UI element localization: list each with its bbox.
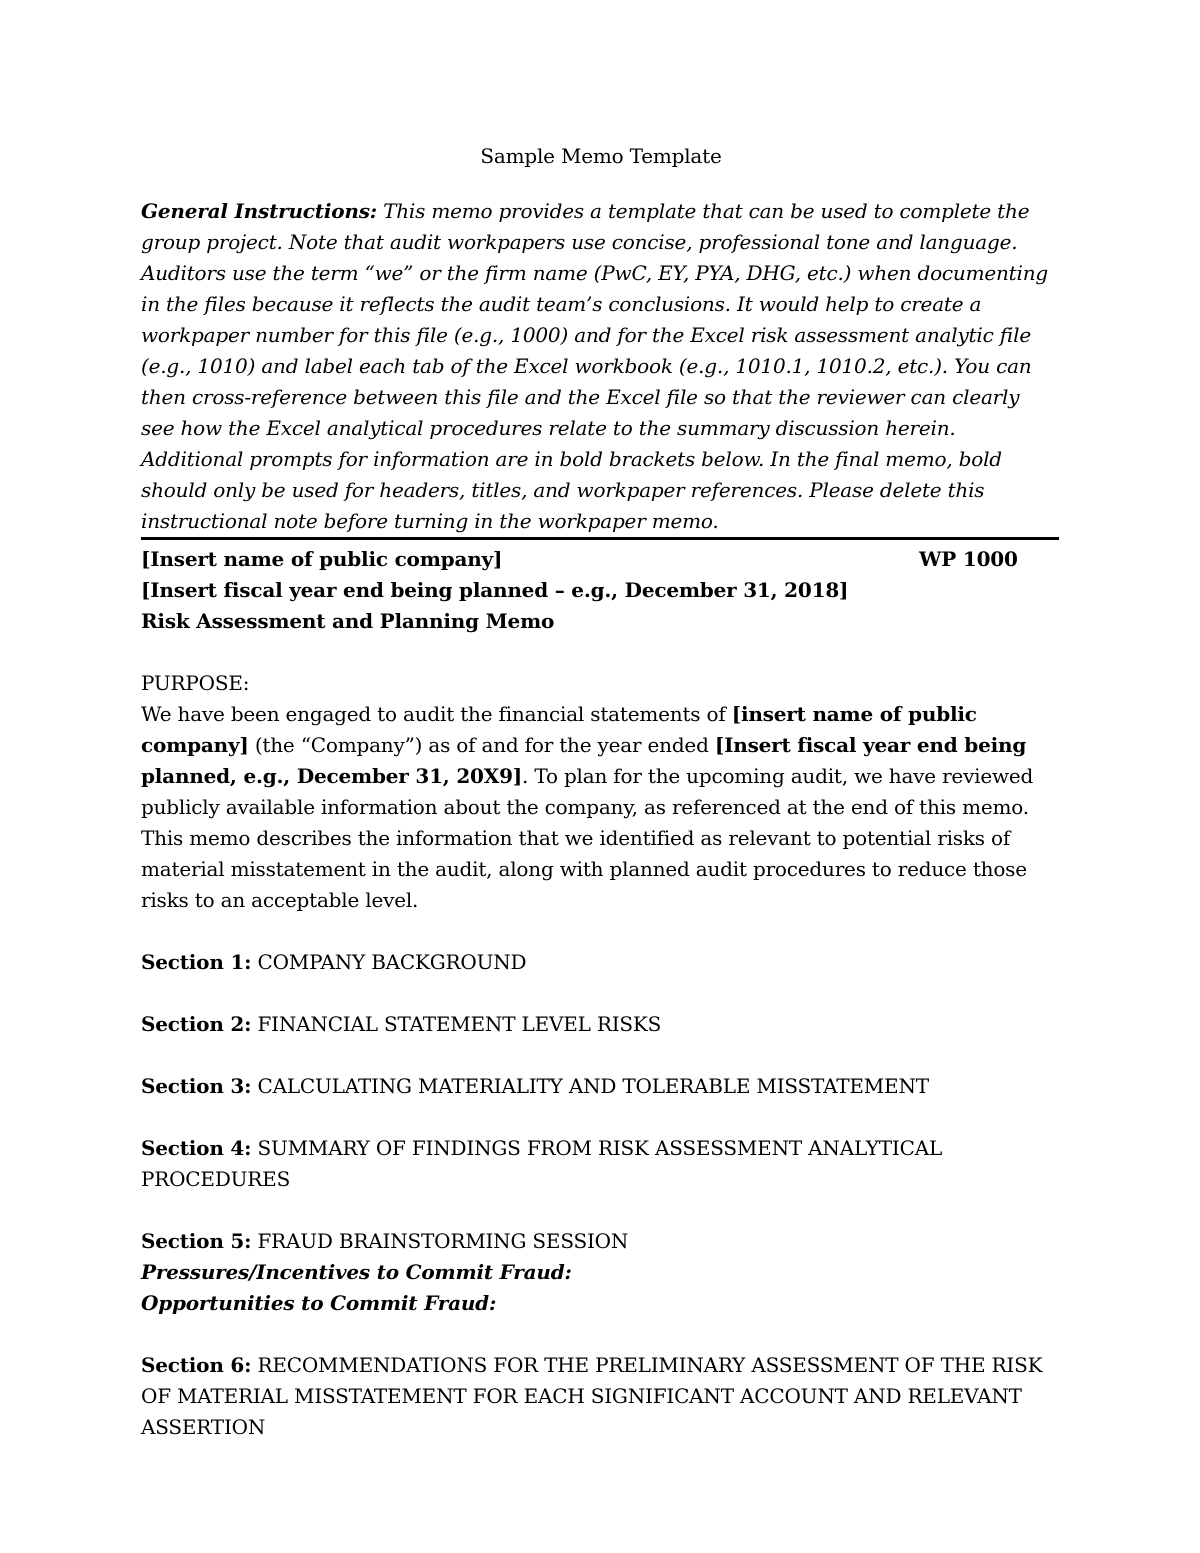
purpose-heading: PURPOSE: [141,671,250,695]
fraud-pressures-subheading: Pressures/Incentives to Commit Fraud: [141,1260,572,1284]
spacer [141,978,1061,1009]
section-heading-6 [141,1350,1061,1443]
spacer [141,916,1061,947]
company-line [141,544,1061,575]
section-label: Section 6: [141,1353,252,1377]
section-heading-2 [141,1009,1061,1040]
section-label: Section 1: [141,950,252,974]
memo-page [141,141,1061,1443]
purpose-paragraph [141,699,1061,916]
purpose-text-2: (the “Company”) as of and for the year ended [248,733,715,757]
spacer [141,1319,1061,1350]
purpose-company-prompt: [insert name of public company] [141,702,977,757]
general-instructions [141,196,1057,537]
purpose-text-3: . To plan for the upcoming audit, we have reviewed publicly available information about the company, as referenced at the end of this memo. This memo describes the information that we identified as relevant to potential risks of material misstatement in the audit, along with planned audit procedures to reduce those risks to an acceptable level. [141,764,1034,912]
section-title: SUMMARY OF FINDINGS FROM RISK ASSESSMENT ANALYTICAL PROCEDURES [141,1136,943,1191]
instructions-text: This memo provides a template that can be used to complete the group project. Note that audit workpapers use concise, professional tone and language. Auditors use the term “we” or the firm name (PwC, EY, PYA, DHG, etc.) when documenting in the files because it reflects the audit team’s conclusions. It would help to create a workpaper number for this file (e.g., 1000) and for the Excel risk assessment analytic file (e.g., 1010) and label each tab of the Excel workbook (e.g., 1010.1, 1010.2, etc.). You can then cross-reference between this file and the Excel file so that the reviewer can clearly see how the Excel analytical procedures relate to the summary discussion herein. Additional prompts for information are in bold brackets below. In the final memo, bold should only be used for headers, titles, and workpaper references. Please delete this instructional note before turning in the workpaper memo. [141,199,1048,533]
section-label: Section 3: [141,1074,252,1098]
spacer [141,1040,1061,1071]
horizontal-rule [141,537,1059,540]
spacer [141,1102,1061,1133]
instructions-label: General Instructions: [141,199,377,223]
section-title: FRAUD BRAINSTORMING SESSION [251,1229,629,1253]
spacer [141,1195,1061,1226]
memo-name: Risk Assessment and Planning Memo [141,609,555,633]
company-name-prompt: [Insert name of public company] [141,547,503,571]
fiscal-year-prompt: [Insert fiscal year end being planned – e.g., December 31, 2018] [141,578,849,602]
purpose-fiscal-year-prompt: [Insert fiscal year end being planned, e.g., December 31, 20X9] [141,733,1027,788]
section-heading-5 [141,1226,1061,1257]
section-label: Section 4: [141,1136,252,1160]
section-heading-3 [141,1071,1061,1102]
section-heading-4 [141,1133,1061,1195]
purpose-text-1: We have been engaged to audit the financial statements of [141,702,732,726]
workpaper-reference: WP 1000 [919,547,1018,571]
section-title: CALCULATING MATERIALITY AND TOLERABLE MISSTATEMENT [251,1074,929,1098]
spacer [141,637,1061,668]
section-heading-1 [141,947,1061,978]
section-label: Section 2: [141,1012,252,1036]
section-label: Section 5: [141,1229,252,1253]
section-title: RECOMMENDATIONS FOR THE PRELIMINARY ASSESSMENT OF THE RISK OF MATERIAL MISSTATEMENT FOR EACH SIGNIFICANT ACCOUNT AND RELEVANT ASSERTION [141,1353,1043,1439]
section-title: FINANCIAL STATEMENT LEVEL RISKS [251,1012,662,1036]
fraud-opportunities-subheading: Opportunities to Commit Fraud: [141,1291,497,1315]
document-title: Sample Memo Template [480,144,722,168]
section-title: COMPANY BACKGROUND [251,950,527,974]
